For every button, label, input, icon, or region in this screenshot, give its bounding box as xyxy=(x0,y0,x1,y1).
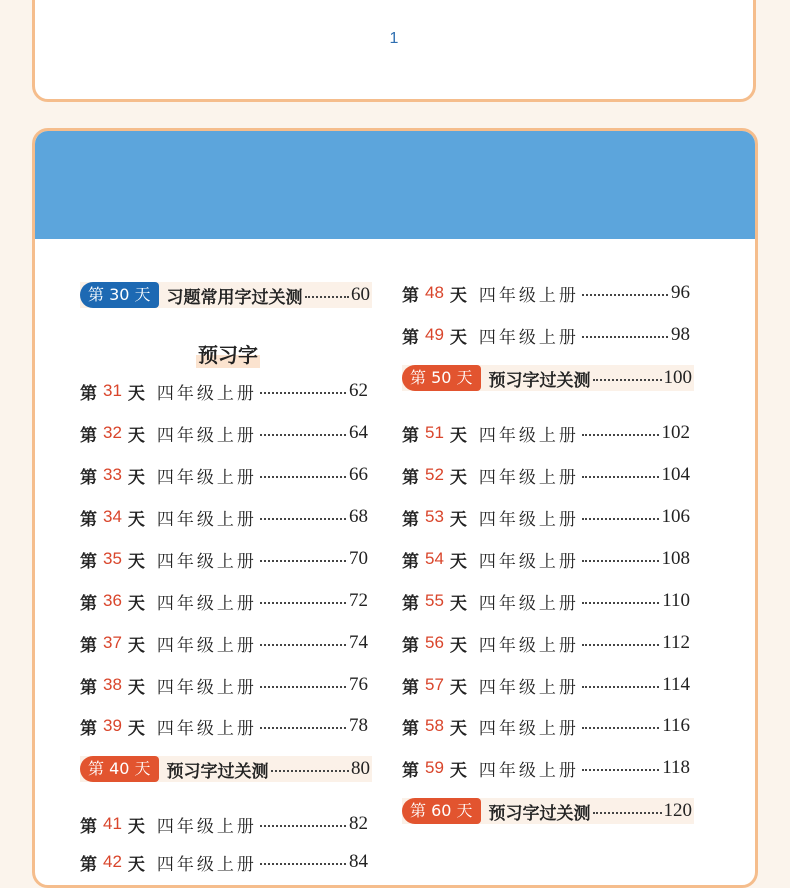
entry-title: 四年级上册 xyxy=(156,816,257,837)
entry-page: 84 xyxy=(349,851,368,872)
leader-dots xyxy=(260,560,346,562)
entry-page: 100 xyxy=(663,367,692,388)
leader-dots xyxy=(260,476,346,478)
leader-dots xyxy=(593,379,662,381)
entry-title: 四年级上册 xyxy=(478,509,579,530)
entry-title: 四年级上册 xyxy=(156,467,257,488)
entry-suffix: 天 xyxy=(449,285,467,306)
toc-entry[interactable] xyxy=(402,323,690,347)
entry-suffix: 天 xyxy=(127,635,145,656)
toc-entry[interactable] xyxy=(402,589,690,613)
entry-title: 四年级上册 xyxy=(156,383,257,404)
entry-page: 60 xyxy=(351,284,370,305)
entry-suffix: 天 xyxy=(127,425,145,446)
entry-prefix: 第 xyxy=(80,509,97,530)
entry-page: 118 xyxy=(662,757,690,778)
entry-title: 四年级上册 xyxy=(478,718,579,739)
section-heading: 预习字 xyxy=(196,339,260,368)
entry-page: 68 xyxy=(349,506,368,527)
toc-highlight-entry[interactable] xyxy=(402,798,694,824)
entry-page: 104 xyxy=(661,464,690,485)
toc-entry[interactable] xyxy=(402,631,690,655)
leader-dots xyxy=(582,294,668,296)
entry-title: 四年级上册 xyxy=(478,285,579,306)
entry-title: 四年级上册 xyxy=(156,593,257,614)
entry-title: 四年级上册 xyxy=(156,718,257,739)
entry-page: 64 xyxy=(349,422,368,443)
entry-page: 112 xyxy=(662,632,690,653)
toc-entry[interactable] xyxy=(80,673,368,697)
entry-suffix: 天 xyxy=(127,593,145,614)
entry-title: 四年级上册 xyxy=(478,635,579,656)
toc-entry[interactable] xyxy=(402,673,690,697)
leader-dots xyxy=(582,336,668,338)
entry-page: 78 xyxy=(349,715,368,736)
entry-title: 四年级上册 xyxy=(156,635,257,656)
entry-page: 76 xyxy=(349,674,368,695)
leader-dots xyxy=(260,434,346,436)
toc-entry[interactable] xyxy=(80,631,368,655)
toc-highlight-entry[interactable] xyxy=(80,282,372,308)
entry-title: 四年级上册 xyxy=(156,551,257,572)
day-number: 31 xyxy=(103,381,122,400)
entry-suffix: 天 xyxy=(127,551,145,572)
day-number: 42 xyxy=(103,852,122,871)
entry-page: 114 xyxy=(662,674,690,695)
day-number: 41 xyxy=(103,814,122,833)
day-number: 34 xyxy=(103,507,122,526)
entry-suffix: 天 xyxy=(449,327,467,348)
day-number: 57 xyxy=(425,675,444,694)
entry-prefix: 第 xyxy=(402,425,419,446)
entry-prefix: 第 xyxy=(402,718,419,739)
leader-dots xyxy=(260,518,346,520)
entry-prefix: 第 xyxy=(80,383,97,404)
entry-title: 四年级上册 xyxy=(156,425,257,446)
toc-entry[interactable] xyxy=(402,463,690,487)
entry-title: 预习字过关测 xyxy=(488,803,591,824)
leader-dots xyxy=(260,686,346,688)
entry-suffix: 天 xyxy=(449,509,467,530)
leader-dots xyxy=(305,296,349,298)
entry-suffix: 天 xyxy=(449,593,467,614)
entry-prefix: 第 xyxy=(402,677,419,698)
entry-title: 四年级上册 xyxy=(156,854,257,875)
leader-dots xyxy=(582,518,659,520)
toc-entry[interactable] xyxy=(80,505,368,529)
entry-prefix: 第 xyxy=(402,593,419,614)
entry-page: 116 xyxy=(662,715,690,736)
entry-suffix: 天 xyxy=(127,816,145,837)
entry-title: 预习字过关测 xyxy=(488,370,591,391)
day-number: 51 xyxy=(425,423,444,442)
entry-suffix: 天 xyxy=(449,551,467,572)
entry-page: 110 xyxy=(662,590,690,611)
entry-suffix: 天 xyxy=(449,467,467,488)
day-number: 39 xyxy=(103,716,122,735)
entry-prefix: 第 xyxy=(80,551,97,572)
entry-title: 预习字过关测 xyxy=(166,761,269,782)
entry-page: 120 xyxy=(663,800,692,821)
leader-dots xyxy=(271,770,349,772)
entry-title: 四年级上册 xyxy=(156,677,257,698)
entry-title: 四年级上册 xyxy=(478,677,579,698)
entry-prefix: 第 xyxy=(80,677,97,698)
toc-entry[interactable] xyxy=(402,505,690,529)
entry-page: 102 xyxy=(661,422,690,443)
leader-dots xyxy=(260,392,346,394)
previous-page-card xyxy=(32,0,756,102)
entry-suffix: 天 xyxy=(127,383,145,404)
entry-prefix: 第 xyxy=(402,327,419,348)
leader-dots xyxy=(260,727,346,729)
entry-prefix: 第 xyxy=(80,593,97,614)
entry-title: 四年级上册 xyxy=(478,425,579,446)
day-number: 38 xyxy=(103,675,122,694)
entry-page: 82 xyxy=(349,813,368,834)
entry-title: 四年级上册 xyxy=(478,467,579,488)
leader-dots xyxy=(582,476,659,478)
entry-prefix: 第 xyxy=(402,635,419,656)
day-number: 59 xyxy=(425,758,444,777)
day-number: 53 xyxy=(425,507,444,526)
toc-entry[interactable] xyxy=(402,714,690,738)
entry-suffix: 天 xyxy=(127,467,145,488)
toc-entry[interactable] xyxy=(402,421,690,445)
day-number: 48 xyxy=(425,283,444,302)
day-number: 32 xyxy=(103,423,122,442)
entry-prefix: 第 xyxy=(402,760,419,781)
entry-prefix: 第 xyxy=(402,509,419,530)
leader-dots xyxy=(260,644,346,646)
day-badge: 第 60 天 xyxy=(402,798,481,824)
entry-page: 66 xyxy=(349,464,368,485)
toc-entry[interactable] xyxy=(80,714,368,738)
leader-dots xyxy=(582,727,659,729)
entry-suffix: 天 xyxy=(449,635,467,656)
toc-entry[interactable] xyxy=(402,281,690,305)
leader-dots xyxy=(582,602,659,604)
entry-suffix: 天 xyxy=(127,854,145,875)
toc-highlight-entry[interactable] xyxy=(80,756,372,782)
entry-title: 四年级上册 xyxy=(478,551,579,572)
day-number: 56 xyxy=(425,633,444,652)
leader-dots xyxy=(260,863,346,865)
entry-suffix: 天 xyxy=(127,718,145,739)
header-band xyxy=(35,131,755,239)
leader-dots xyxy=(582,769,659,771)
entry-page: 74 xyxy=(349,632,368,653)
day-number: 37 xyxy=(103,633,122,652)
entry-title: 四年级上册 xyxy=(478,327,579,348)
toc-entry[interactable] xyxy=(80,379,368,403)
day-badge: 第 40 天 xyxy=(80,756,159,782)
day-number: 36 xyxy=(103,591,122,610)
leader-dots xyxy=(582,686,659,688)
entry-prefix: 第 xyxy=(402,551,419,572)
entry-prefix: 第 xyxy=(402,467,419,488)
entry-suffix: 天 xyxy=(449,718,467,739)
page-number: 1 xyxy=(389,30,399,47)
entry-suffix: 天 xyxy=(127,677,145,698)
entry-suffix: 天 xyxy=(449,760,467,781)
toc-entry[interactable] xyxy=(80,463,368,487)
entry-page: 62 xyxy=(349,380,368,401)
entry-page: 98 xyxy=(671,324,690,345)
entry-page: 96 xyxy=(671,282,690,303)
entry-prefix: 第 xyxy=(80,816,97,837)
entry-prefix: 第 xyxy=(80,425,97,446)
entry-page: 72 xyxy=(349,590,368,611)
day-number: 58 xyxy=(425,716,444,735)
toc-entry[interactable] xyxy=(80,850,368,874)
toc-entry[interactable] xyxy=(80,589,368,613)
toc-entry[interactable] xyxy=(402,547,690,571)
entry-prefix: 第 xyxy=(80,635,97,656)
day-number: 49 xyxy=(425,325,444,344)
day-number: 52 xyxy=(425,465,444,484)
day-badge: 第 30 天 xyxy=(80,282,159,308)
entry-prefix: 第 xyxy=(80,854,97,875)
entry-page: 106 xyxy=(661,506,690,527)
leader-dots xyxy=(582,644,659,646)
entry-prefix: 第 xyxy=(80,718,97,739)
entry-prefix: 第 xyxy=(80,467,97,488)
leader-dots xyxy=(593,812,662,814)
entry-prefix: 第 xyxy=(402,285,419,306)
entry-title: 习题常用字过关测 xyxy=(166,287,303,308)
entry-page: 80 xyxy=(351,758,370,779)
day-badge: 第 50 天 xyxy=(402,365,481,391)
entry-page: 108 xyxy=(661,548,690,569)
toc-entry[interactable] xyxy=(402,756,690,780)
toc-entry[interactable] xyxy=(80,812,368,836)
day-number: 35 xyxy=(103,549,122,568)
toc-entry[interactable] xyxy=(80,547,368,571)
day-number: 54 xyxy=(425,549,444,568)
day-number: 55 xyxy=(425,591,444,610)
entry-page: 70 xyxy=(349,548,368,569)
toc-entry[interactable] xyxy=(80,421,368,445)
leader-dots xyxy=(260,825,346,827)
day-number: 33 xyxy=(103,465,122,484)
leader-dots xyxy=(582,560,659,562)
toc-highlight-entry[interactable] xyxy=(402,365,694,391)
leader-dots xyxy=(582,434,659,436)
entry-title: 四年级上册 xyxy=(478,760,579,781)
entry-suffix: 天 xyxy=(449,425,467,446)
entry-suffix: 天 xyxy=(449,677,467,698)
entry-suffix: 天 xyxy=(127,509,145,530)
entry-title: 四年级上册 xyxy=(478,593,579,614)
leader-dots xyxy=(260,602,346,604)
entry-title: 四年级上册 xyxy=(156,509,257,530)
